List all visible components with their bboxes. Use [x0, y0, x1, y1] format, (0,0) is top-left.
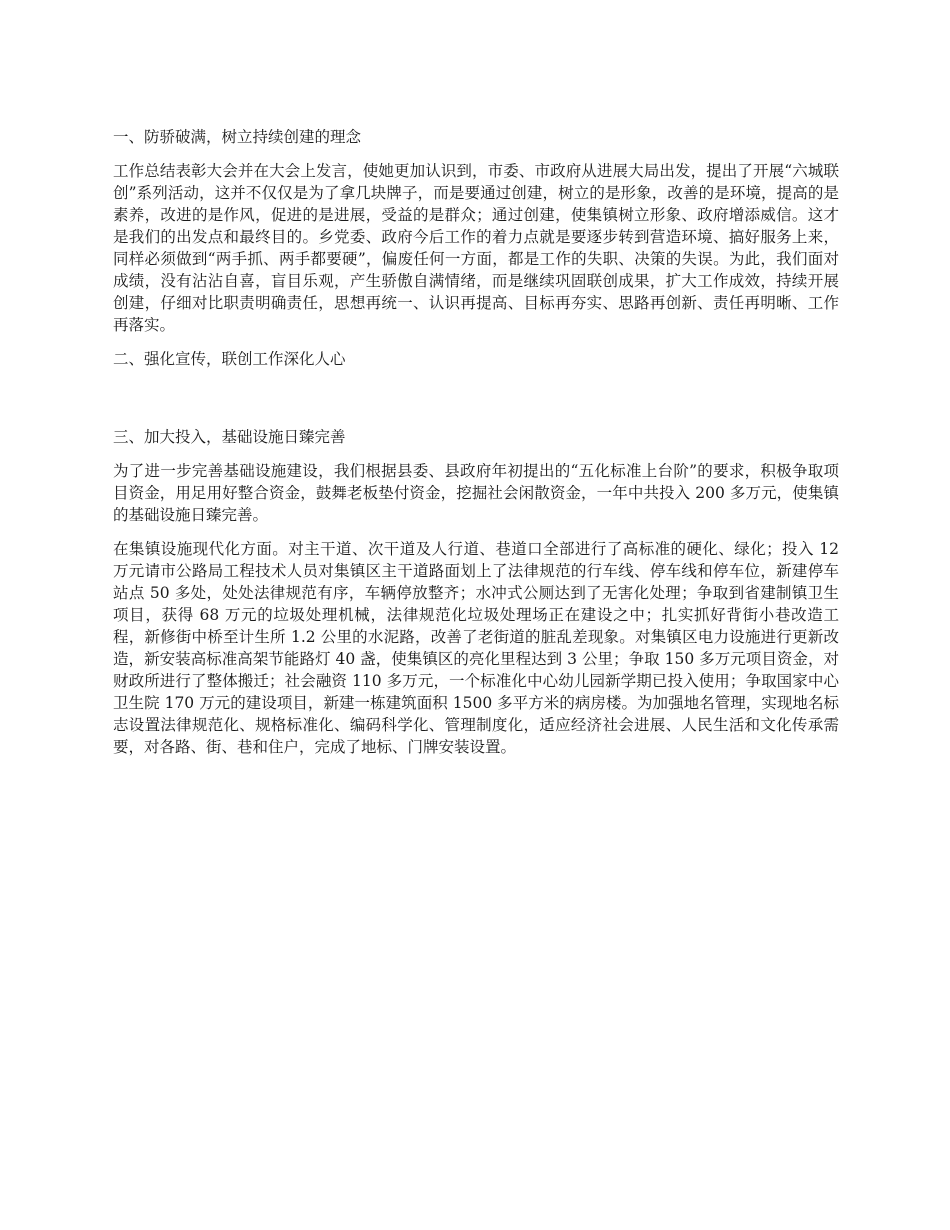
- section-heading-1: 一、防骄破满，树立持续创建的理念: [113, 128, 362, 146]
- section-heading-2: 二、强化宣传，联创工作深化人心: [113, 350, 346, 368]
- section-heading-3: 三、加大投入，基础设施日臻完善: [113, 428, 346, 446]
- section-3-paragraph-1: 为了进一步完善基础设施建设，我们根据县委、县政府年初提出的“五化标准上台阶”的要求，积极争取项目资金，用足用好整合资金，鼓舞老板垫付资金，挖掘社会闲散资金，一年中共投入 200 多万元，使集镇的基础设施日臻完善。: [113, 462, 839, 524]
- section-3-paragraph-2: 在集镇设施现代化方面。对主干道、次干道及人行道、巷道口全部进行了高标准的硬化、绿化；投入 12 万元请市公路局工程技术人员对集镇区主干道路面划上了法律规范的行车线、停车线和停车位，新建停车站点 50 多处，处处法律规范有序，车辆停放整齐；水冲式公厕达到了无害化处理；争取到省建制镇卫生项目，获得 68 万元的垃圾处理机械，法律规范化垃圾处理场正在建设之中；扎实抓好背街小巷改造工程，新修街中桥至计生所 1.2 公里的水泥路，改善了老街道的脏乱差现象。对集镇区电力设施进行更新改造，新安装高标准高架节能路灯 40 盏，使集镇区的亮化里程达到 3 公里；争取 150 多万元项目资金，对财政所进行了整体搬迁；社会融资 110 多万元，一个标准化中心幼儿园新学期已投入使用；争取国家中心卫生院 170 万元的建设项目，新建一栋建筑面积 1500 多平方米的病房楼。为加强地名管理，实现地名标志设置法律规范化、规格标准化、编码科学化、管理制度化，适应经济社会进展、人民生活和文化传承需要，对各路、街、巷和住户，完成了地标、门牌安装设置。: [113, 540, 839, 756]
- section-1-paragraph-1: 工作总结表彰大会并在大会上发言，使她更加认识到，市委、市政府从进展大局出发，提出了开展“六城联创”系列活动，这并不仅仅是为了拿几块牌子，而是要通过创建，树立的是形象，改善的是环境，提高的是素养，改进的是作风，促进的是进展，受益的是群众；通过创建，使集镇树立形象、政府增添威信。这才是我们的出发点和最终目的。乡党委、政府今后工作的着力点就是要逐步转到营造环境、搞好服务上来，同样必须做到“两手抓、两手都要硬”，偏废任何一方面，都是工作的失职、决策的失误。为此，我们面对成绩，没有沾沾自喜，盲目乐观，产生骄傲自满情绪，而是继续巩固联创成果，扩大工作成效，持续开展创建，仔细对比职责明确责任，思想再统一、认识再提高、目标再夯实、思路再创新、责任再明晰、工作再落实。: [113, 162, 839, 334]
- document-page: [113, 122, 839, 758]
